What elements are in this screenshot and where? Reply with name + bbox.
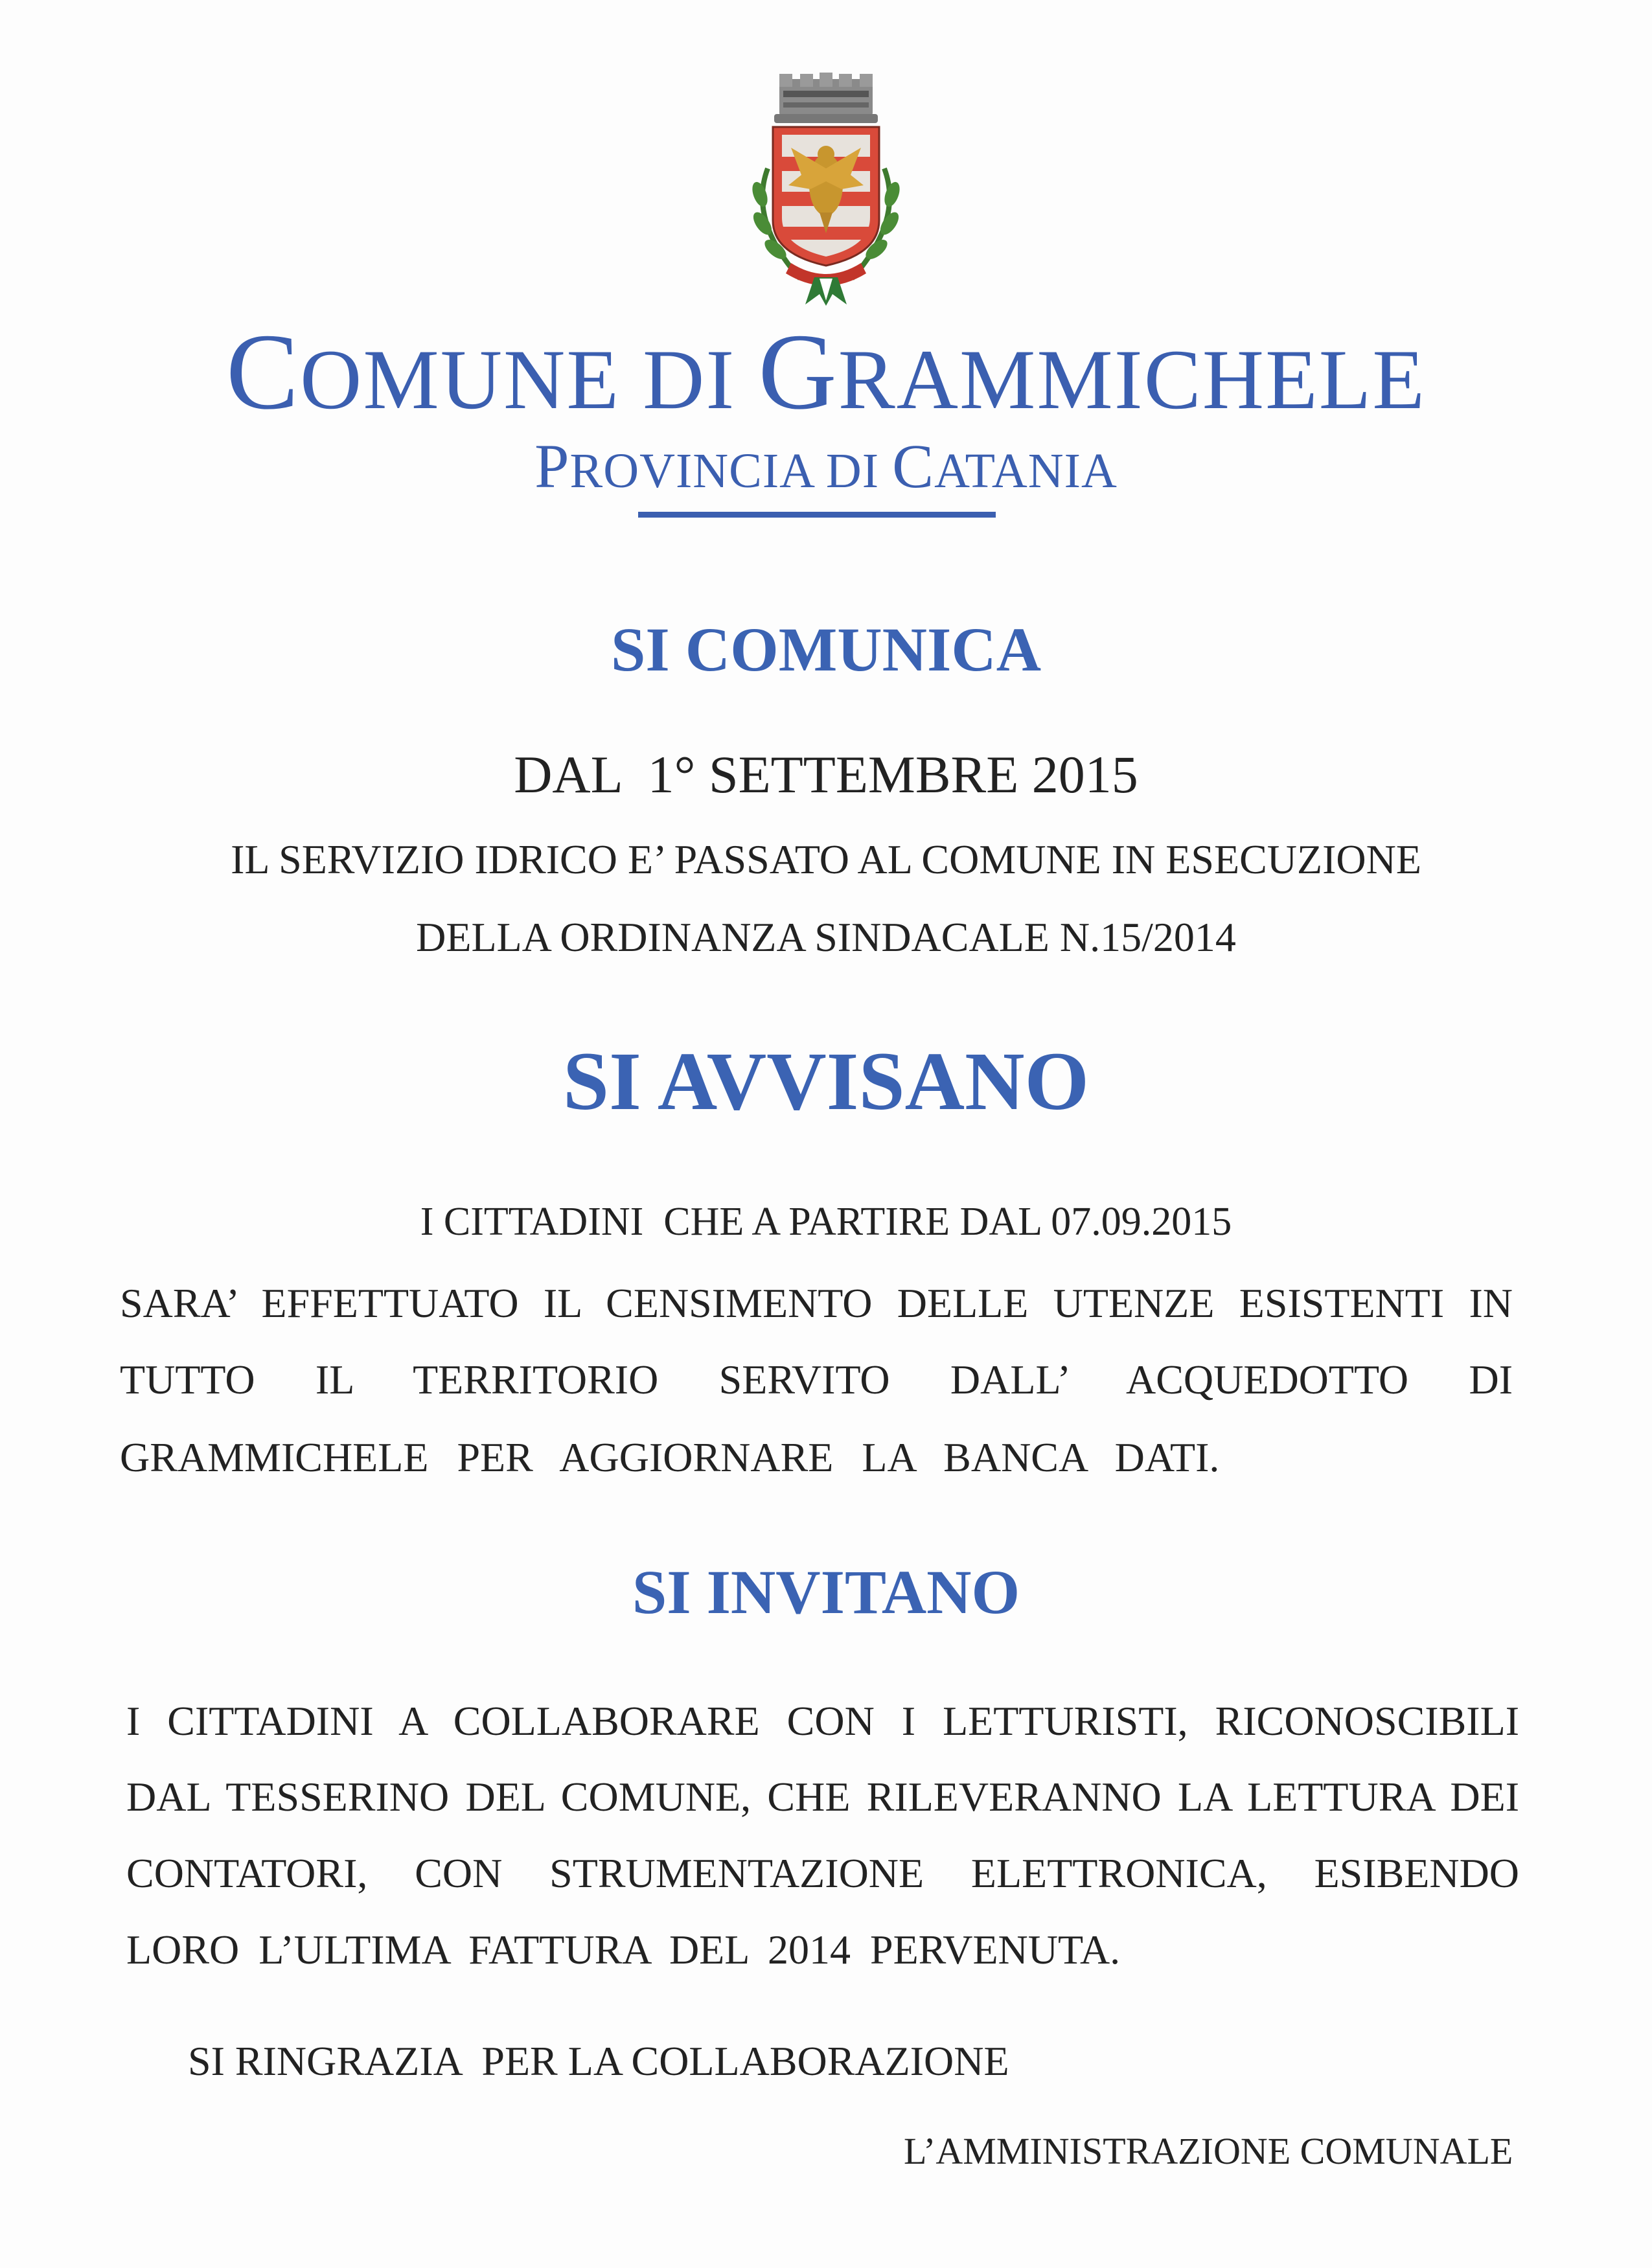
avvisano-intro: I CITTADINI CHE A PARTIRE DAL 07.09.2015	[420, 1200, 1232, 1244]
comunica-line-2: DELLA ORDINANZA SINDACALE N.15/2014	[416, 914, 1236, 960]
title-rest-2: RAMMICHELE	[838, 332, 1426, 427]
comunica-line-1: IL SERVIZIO IDRICO E’ PASSATO AL COMUNE IN ESECUZIONE	[231, 836, 1421, 882]
avvisano-body-line-2: TUTTO IL TERRITORIO SERVITO DALL’ ACQUEDOTTO DI	[120, 1357, 1513, 1403]
subtitle-rest-2: ATANIA	[934, 444, 1118, 498]
page-subtitle	[0, 431, 1652, 501]
title-mid: DI	[620, 332, 759, 427]
date-line: DAL 1° SETTEMBRE 2015	[514, 745, 1138, 804]
heading-si-invitano: SI INVITANO	[632, 1557, 1020, 1627]
invitano-body-line-2: DAL TESSERINO DEL COMUNE, CHE RILEVERANNO LA LETTURA DEI	[126, 1774, 1519, 1820]
title-initial-2: G	[758, 312, 838, 432]
subtitle-initial-1: P	[534, 431, 570, 501]
avvisano-body-line-3: GRAMMICHELE PER AGGIORNARE LA BANCA DATI.	[120, 1434, 1220, 1480]
title-rest-1: OMUNE	[300, 332, 621, 427]
subtitle-initial-2: C	[892, 431, 935, 501]
subtitle-mid: DI	[812, 444, 893, 498]
shield-icon	[773, 127, 879, 266]
signature: L’AMMINISTRAZIONE COMUNALE	[904, 2130, 1513, 2172]
invitano-body-line-3: CONTATORI, CON STRUMENTAZIONE ELETTRONICA, ESIBENDO	[126, 1850, 1519, 1896]
invitano-body-line-4: LORO L’ULTIMA FATTURA DEL 2014 PERVENUTA.	[126, 1927, 1121, 1973]
closing-thanks: SI RINGRAZIA PER LA COLLABORAZIONE	[188, 2038, 1009, 2084]
subtitle-rest-1: ROVINCIA	[569, 444, 813, 498]
title-initial-1: C	[226, 312, 301, 432]
coat-of-arms-icon	[729, 71, 923, 311]
page-title	[0, 312, 1652, 432]
crown-icon	[774, 73, 878, 123]
heading-si-avvisano: SI AVVISANO	[562, 1035, 1090, 1127]
invitano-body-line-1: I CITTADINI A COLLABORARE CON I LETTURISTI, RICONOSCIBILI	[126, 1698, 1519, 1744]
header-divider	[638, 512, 996, 518]
heading-si-comunica: SI COMUNICA	[610, 615, 1042, 684]
avvisano-body-line-1: SARA’ EFFETTUATO IL CENSIMENTO DELLE UTENZE ESISTENTI IN	[120, 1280, 1513, 1326]
